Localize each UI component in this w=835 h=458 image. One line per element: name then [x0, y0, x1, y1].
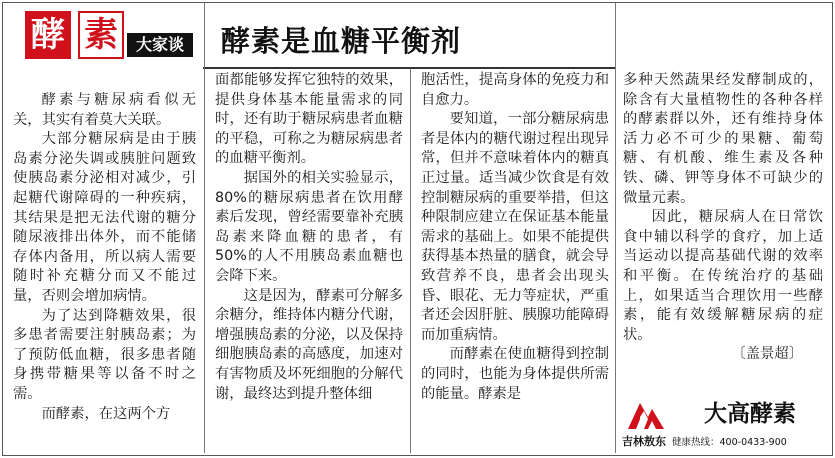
- article-title: 酵素是血糖平衡剂: [221, 24, 462, 58]
- article-column-4: [623, 71, 823, 385]
- paragraph: 而酵素，在这两个方: [41, 405, 171, 422]
- paragraph-text: 因此，糖尿病人在日常饮食中辅以科学的食疗，加上适当运动以提高基础代谢的效率和平衡。在传统治疗的基础上，如果适当合理饮用一些酵素，能有效缓解糖尿病的症状。: [623, 209, 823, 343]
- column-divider: [410, 69, 411, 453]
- title-rule: [203, 67, 615, 69]
- article-frame: [2, 2, 833, 456]
- ad-company: 吉林敖东: [622, 435, 666, 448]
- column-divider: [615, 3, 616, 453]
- paragraph: [623, 208, 823, 365]
- column-badge-char-2: 素: [78, 11, 124, 59]
- column-badge-char-1: 酵: [25, 11, 71, 59]
- ad-brand-name: 大高酵素: [704, 401, 796, 427]
- advertisement: [618, 395, 828, 453]
- paragraph: 这是因为，酵素可分解多余糖分，维持体内糖分代谢，增强胰岛素的分泌，以及保持细胞胰岛素的高感度，加速对有害物质及坏死细胞的分解代谢，最终达到提升整体细: [215, 287, 403, 402]
- article-column-2: [215, 71, 403, 455]
- article-column-1: [13, 91, 196, 455]
- paragraph: 而酵素在使血糖得到控制的同时，也能为身体提供所需的能量。酵素是: [421, 346, 609, 402]
- paragraph: 大部分糖尿病是由于胰岛素分泌失调或胰脏问题致使胰岛素分泌相对减少，引起糖代谢障碍的一种疾病，其结果是把无法代谢的糖分随尿液排出体外，而不能储存体内备用，所以病人需要随时补充糖分而又不能过量，否则会增加病情。: [13, 131, 196, 304]
- paragraph: 据国外的相关实验显示，80%的糖尿病患者在饮用酵素后发现，曾经需要靠补充胰岛素来降血糖的患者，有50%的人不用胰岛素血糖也会降下来。: [215, 169, 403, 284]
- column-badge-label: 大家谈: [127, 33, 193, 57]
- ad-contact-line: [622, 435, 828, 450]
- author-signature: 〔盖景超〕: [731, 346, 803, 363]
- paragraph: 为了达到降糖效果，很多患者需要注射胰岛素；为了预防低血糖，很多患者随身携带糖果等以备不时之需。: [13, 307, 196, 402]
- paragraph: 酵素与糖尿病看似无关，其实有着莫大关联。: [13, 92, 196, 128]
- paragraph: 要知道，一部分糖尿病患者是体内的糖代谢过程出现异常，但并不意味着体内的糖真正过量。适当减少饮食是有效控制糖尿病的重要举措，但这种限制应建立在保证基本能量需求的基础上。如果不能提供获得基本热量的膳食，就会导致营养不良，患者会出现头昏、眼花、无力等症状，严重者还会因肝脏、胰腺功能障碍而加重病情。: [421, 111, 609, 343]
- paragraph: 多种天然蔬果经发酵制成的，除含有大量植物性的各种各样的酵素群以外，还有维持身体活力必不可少的果糖、葡萄糖、有机酸、维生素及各种铁、磷、钾等身体不可缺少的微量元素。: [623, 72, 823, 206]
- article-column-3: [421, 71, 609, 455]
- paragraph: 胞活性，提高身体的免疫力和自愈力。: [421, 72, 609, 108]
- paragraph: 面都能够发挥它独特的效果，提供身体基本能量需求的同时，还有助于糖尿病患者血糖的平稳，可称之为糖尿病患者的血糖平衡剂。: [215, 72, 403, 167]
- red-mountain-logo-icon: [626, 399, 666, 431]
- ad-hotline-label: 健康热线：: [672, 437, 720, 448]
- ad-hotline-number: 400-0433-900: [719, 437, 787, 448]
- column-divider: [204, 3, 205, 453]
